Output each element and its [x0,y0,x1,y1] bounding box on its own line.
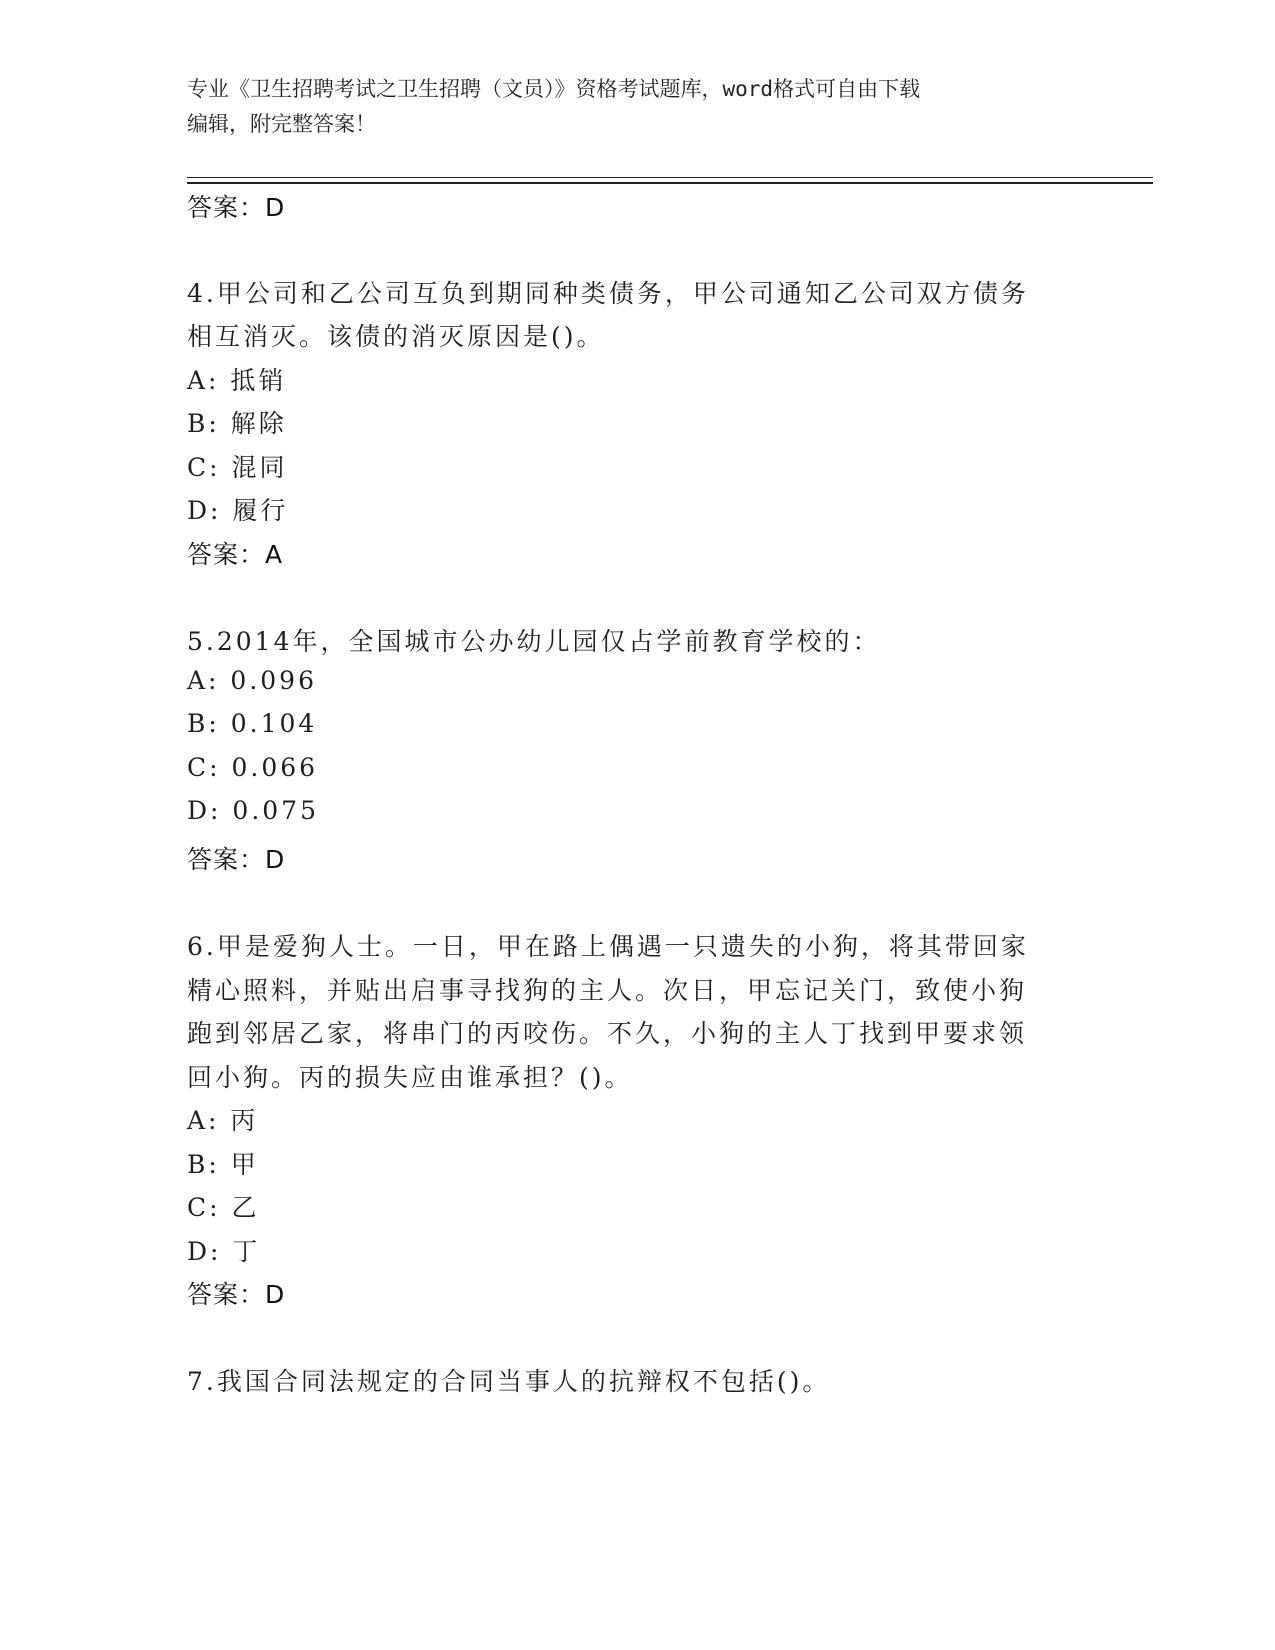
header-divider-thick [187,182,1153,184]
header-line-2: 编辑，附完整答案！ [187,112,376,136]
q6-option-a: A: 丙 [187,1106,259,1135]
q5-option-b: B: 0.104 [187,709,318,738]
q4-answer: 答案：A [187,540,284,569]
header-line-1: 专业《卫生招聘考试之卫生招聘（文员）》资格考试题库，word格式可自由下载 [187,77,921,101]
q7-text-line-1: 7.我国合同法规定的合同当事人的抗辩权不包括()。 [187,1367,831,1396]
q6-text-line-4: 回小狗。丙的损失应由谁承担？()。 [187,1063,633,1092]
q4-option-b: B: 解除 [187,409,287,438]
q4-text-line-2: 相互消灭。该债的消灭原因是()。 [187,322,605,351]
q5-text-line-1: 5.2014年，全国城市公办幼儿园仅占学前教育学校的： [187,627,881,656]
q6-option-c: C: 乙 [187,1193,260,1222]
q4-text-line-1: 4.甲公司和乙公司互负到期同种类债务，甲公司通知乙公司双方债务 [187,279,1029,308]
q4-option-c: C: 混同 [187,453,288,482]
q6-text-line-1: 6.甲是爱狗人士。一日，甲在路上偶遇一只遗失的小狗，将其带回家 [187,932,1029,961]
q6-text-line-2: 精心照料，并贴出启事寻找狗的主人。次日，甲忘记关门，致使小狗 [187,976,1028,1005]
answer-q3: 答案：D [187,193,286,222]
q4-option-a: A: 抵销 [187,366,287,395]
q6-option-d: D: 丁 [187,1237,261,1266]
q5-option-c: C: 0.066 [187,753,319,782]
q5-answer: 答案：D [187,845,286,874]
q6-answer: 答案：D [187,1280,286,1309]
document-header [187,72,1087,142]
q5-option-a: A: 0.096 [187,666,317,695]
q6-text-line-3: 跑到邻居乙家，将串门的丙咬伤。不久，小狗的主人丁找到甲要求领 [187,1019,1028,1048]
q4-option-d: D: 履行 [187,496,289,525]
q5-option-d: D: 0.075 [187,796,319,825]
header-divider-thin [187,177,1153,178]
q6-option-b: B: 甲 [187,1150,259,1179]
